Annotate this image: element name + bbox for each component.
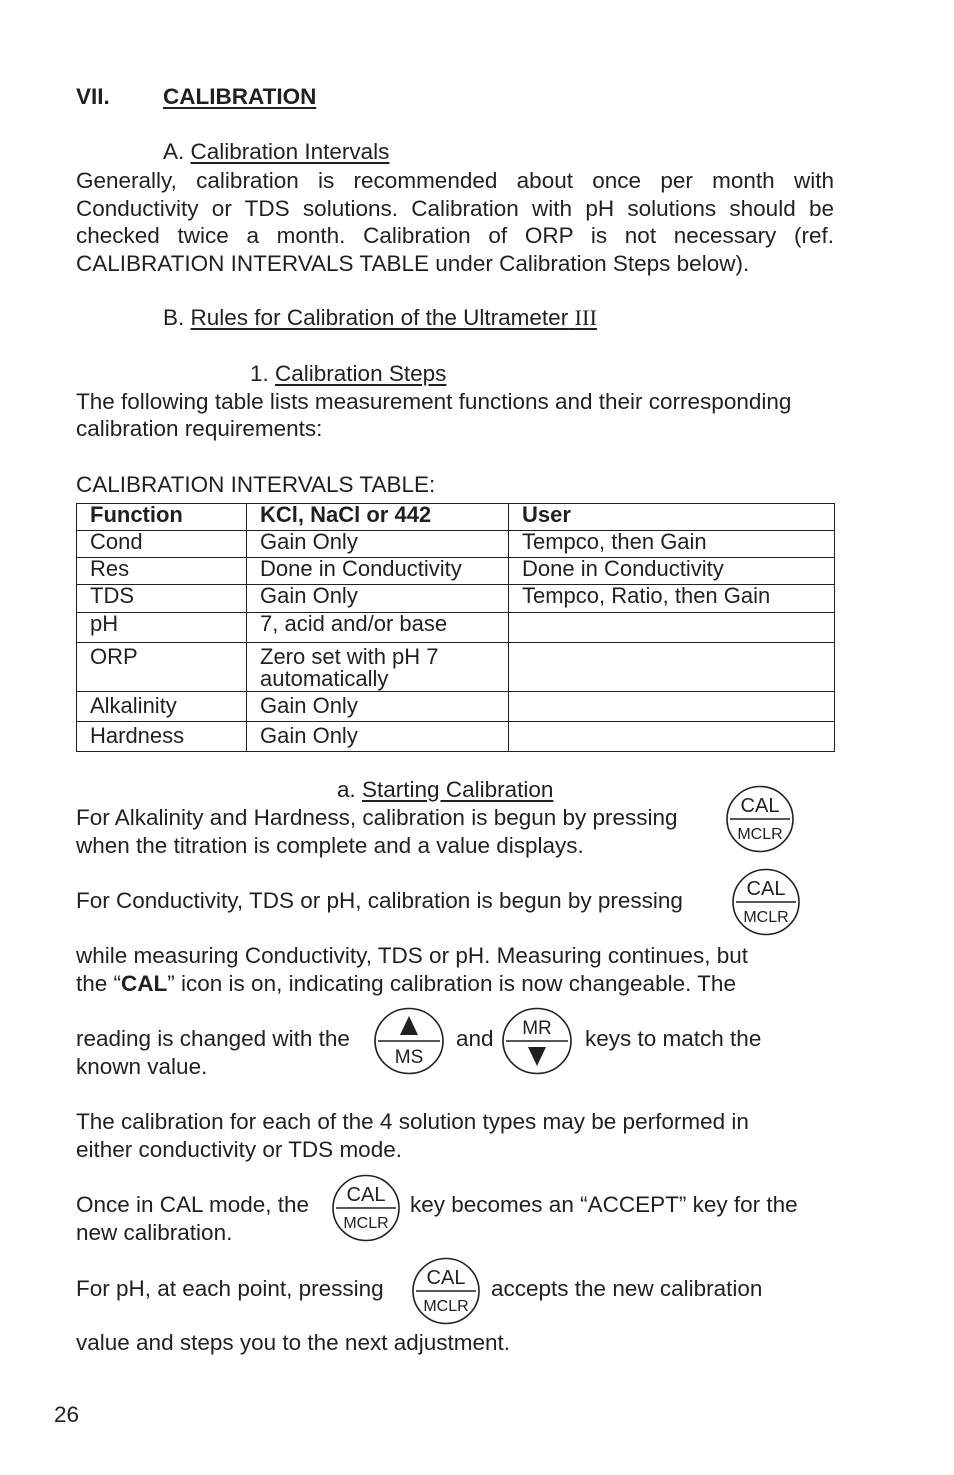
- para-while-line2-rest: ” icon is on, indicating calibration is now changeable. The: [167, 971, 736, 996]
- up-arrow-icon: [400, 1016, 418, 1035]
- key-bottom-label: MS: [394, 1047, 424, 1068]
- table-row: [77, 531, 835, 558]
- subsection-a: [163, 139, 389, 165]
- key-bottom-label: MCLR: [343, 1215, 389, 1232]
- cal-mclr-key-3: [331, 1174, 401, 1242]
- subsection-b-title: [191, 305, 597, 330]
- key-bottom-label: MCLR: [743, 909, 789, 926]
- key-top-label: CAL: [746, 878, 786, 900]
- table-cell: [509, 692, 835, 722]
- table-row: [77, 643, 835, 692]
- para-reading-mid: and: [456, 1026, 494, 1051]
- table-header: KCl, NaCl or 442: [247, 504, 509, 531]
- down-arrow-icon: [528, 1047, 546, 1066]
- key-bottom-label: MCLR: [737, 826, 783, 843]
- key-top-label: CAL: [346, 1184, 386, 1206]
- table-cell: Cond: [77, 531, 247, 558]
- cal-icon-word: CAL: [121, 971, 168, 996]
- table-header: User: [509, 504, 835, 531]
- table-header: Function: [77, 504, 247, 531]
- table-caption: CALIBRATION INTERVALS TABLE:: [76, 472, 436, 497]
- table-cell: ORP: [77, 643, 247, 692]
- step-1-number: 1.: [250, 361, 269, 386]
- table-row: [77, 722, 835, 752]
- section-number: VII.: [76, 84, 110, 109]
- key-top-label: CAL: [740, 795, 780, 817]
- para-ph-line2: value and steps you to the next adjustment.: [76, 1330, 511, 1355]
- para-once-post: key becomes an “ACCEPT” key for the: [410, 1192, 798, 1217]
- para-solution-line1: The calibration for each of the 4 solution types may be performed in: [76, 1109, 749, 1134]
- table-cell: TDS: [77, 585, 247, 613]
- step-1: [250, 361, 446, 387]
- table-cell: [509, 643, 835, 692]
- para-alk-line1: For Alkalinity and Hardness, calibration is begun by pressing: [76, 805, 678, 830]
- table-cell: Alkalinity: [77, 692, 247, 722]
- table-cell: Done in Conductivity: [509, 558, 835, 585]
- cal-mclr-key-1: [725, 785, 795, 853]
- para-once-line2: new calibration.: [76, 1220, 233, 1245]
- para-table-intro-line2: calibration requirements:: [76, 416, 323, 441]
- para-alk-line2: when the titration is complete and a value displays.: [76, 833, 584, 858]
- subsection-a2-letter: a.: [337, 777, 356, 802]
- table-row: [77, 613, 835, 643]
- para-table-intro-line1: The following table lists measurement functions and their corresponding: [76, 389, 792, 414]
- subsection-a-letter: A.: [163, 139, 185, 164]
- para-reading-line2: known value.: [76, 1054, 208, 1079]
- table-cell: Gain Only: [247, 531, 509, 558]
- table-cell: Gain Only: [247, 585, 509, 613]
- subsection-a2-title: Starting Calibration: [362, 777, 554, 802]
- cal-mclr-key-4: [411, 1257, 481, 1325]
- para-while-line2: [76, 971, 736, 997]
- table-cell: [509, 613, 835, 643]
- table-cell: Res: [77, 558, 247, 585]
- mr-down-key: [501, 1007, 573, 1075]
- subsection-a2: [337, 777, 553, 803]
- table-row: [77, 692, 835, 722]
- step-1-title: Calibration Steps: [275, 361, 447, 386]
- key-bottom-label: MCLR: [423, 1298, 469, 1315]
- paragraph-intervals: Generally, calibration is recommended about once per month with Conductivity or TDS solutions. Calibration with pH solutions should be checked twice a month. Calibration of ORP is not necessary (ref. CALIBRATION INTERVALS TABLE under Calibration Steps below).: [76, 168, 834, 276]
- para-reading-pre: reading is changed with the: [76, 1026, 350, 1051]
- up-ms-key: [373, 1007, 445, 1075]
- table-cell: Zero set with pH 7 automatically: [247, 643, 509, 692]
- table-cell: Gain Only: [247, 692, 509, 722]
- para-cond-line1: For Conductivity, TDS or pH, calibration is begun by pressing: [76, 888, 683, 913]
- table-cell: [509, 722, 835, 752]
- table-cell: Done in Conductivity: [247, 558, 509, 585]
- table-cell: Tempco, Ratio, then Gain: [509, 585, 835, 613]
- calibration-intervals-table: [76, 503, 835, 752]
- cal-mclr-key-2: [731, 868, 801, 936]
- table-cell: 7, acid and/or base: [247, 613, 509, 643]
- table-cell: Tempco, then Gain: [509, 531, 835, 558]
- subsection-a-title: Calibration Intervals: [190, 139, 390, 164]
- key-top-label: CAL: [426, 1267, 466, 1289]
- para-ph-post: accepts the new calibration: [491, 1276, 763, 1301]
- table-row: [77, 585, 835, 613]
- page-number: 26: [54, 1402, 80, 1427]
- quote-open: the “: [76, 971, 122, 996]
- para-solution-line2: either conductivity or TDS mode.: [76, 1137, 402, 1162]
- para-reading-post: keys to match the: [585, 1026, 762, 1051]
- roman-numeral: III: [574, 305, 597, 330]
- subsection-b-letter: B.: [163, 305, 185, 330]
- para-while-line1: while measuring Conductivity, TDS or pH. Measuring continues, but: [76, 943, 748, 968]
- table-cell: Gain Only: [247, 722, 509, 752]
- subsection-b: [163, 305, 597, 331]
- table-row: [77, 558, 835, 585]
- para-ph-pre: For pH, at each point, pressing: [76, 1276, 384, 1301]
- para-once-pre: Once in CAL mode, the: [76, 1192, 310, 1217]
- section-title: CALIBRATION: [163, 84, 317, 109]
- table-header-row: [77, 504, 835, 531]
- key-top-label: MR: [522, 1018, 552, 1039]
- table-cell: pH: [77, 613, 247, 643]
- subsection-b-title-text: Rules for Calibration of the Ultrameter: [190, 305, 569, 330]
- table-cell: Hardness: [77, 722, 247, 752]
